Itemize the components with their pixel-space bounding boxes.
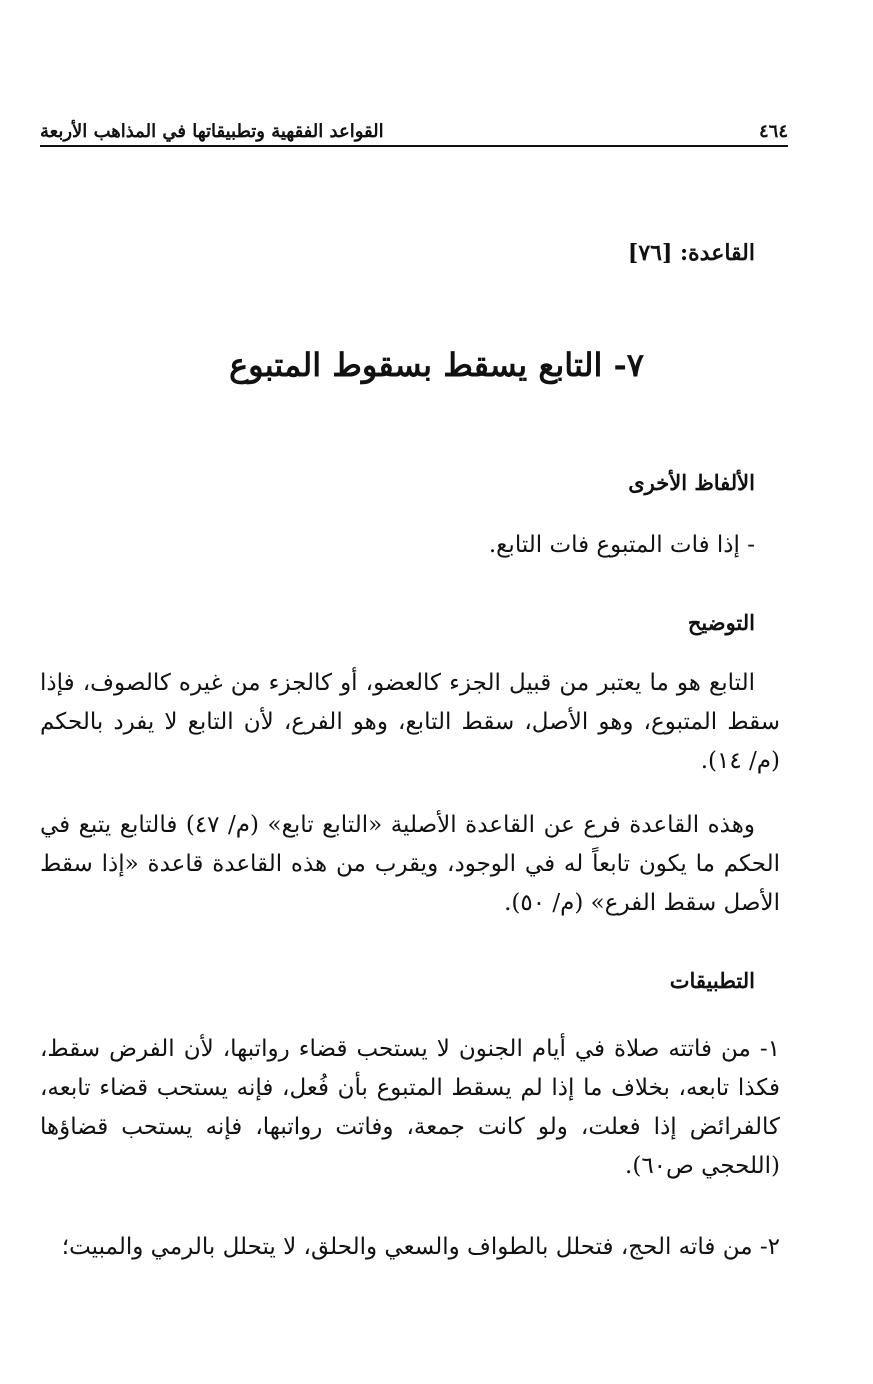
other-wording-item: - إذا فات المتبوع فات التابع. bbox=[488, 532, 755, 558]
applications-heading: التطبيقات bbox=[669, 968, 755, 993]
header-rule bbox=[40, 145, 788, 147]
application-item-2: ٢- من فاته الحج، فتحلل بالطواف والسعي والحلق، لا يتحلل بالرمي والمبيت؛ bbox=[61, 1234, 780, 1260]
explanation-paragraph-2: وهذه القاعدة فرع عن القاعدة الأصلية «التابع تابع» (م/ ٤٧) فالتابع يتبع في الحكم ما يكون تابعاً له في الوجود، ويقرب من هذه القاعدة قاعدة «إذا سقط الأصل سقط الفرع» (م/ ٥٠). bbox=[40, 812, 780, 916]
running-header bbox=[40, 108, 788, 142]
page-number: ٤٦٤ bbox=[758, 121, 788, 142]
other-wordings-heading: الألفاظ الأخرى bbox=[628, 470, 755, 495]
application-item-1: ١- من فاتته صلاة في أيام الجنون لا يستحب قضاء رواتبها، لأن الفرض سقط، فكذا تابعه، بخلاف ما إذا لم يسقط المتبوع بأن فُعل، فإنه يستحب قضاء تابعه، كالفرائض إذا فعلت، ولو كانت جمعة، وفاتت رواتبها، فإنه يستحب قضاؤها (اللحجي ص٦٠). bbox=[40, 1036, 780, 1179]
explanation-paragraph-1: التابع هو ما يعتبر من قبيل الجزء كالعضو، أو كالجزء من غيره كالصوف، فإذا سقط المتبوع، وهو الأصل، سقط التابع، وهو الفرع، لأن التابع لا يفرد بالحكم (م/ ١٤). bbox=[40, 670, 780, 774]
rule-title: ٧- التابع يسقط بسقوط المتبوع bbox=[229, 346, 644, 384]
rule-number-label: القاعدة: [٧٦] bbox=[627, 240, 755, 266]
explanation-heading: التوضيح bbox=[687, 610, 755, 635]
book-title: القواعد الفقهية وتطبيقاتها في المذاهب الأربعة bbox=[40, 121, 384, 142]
